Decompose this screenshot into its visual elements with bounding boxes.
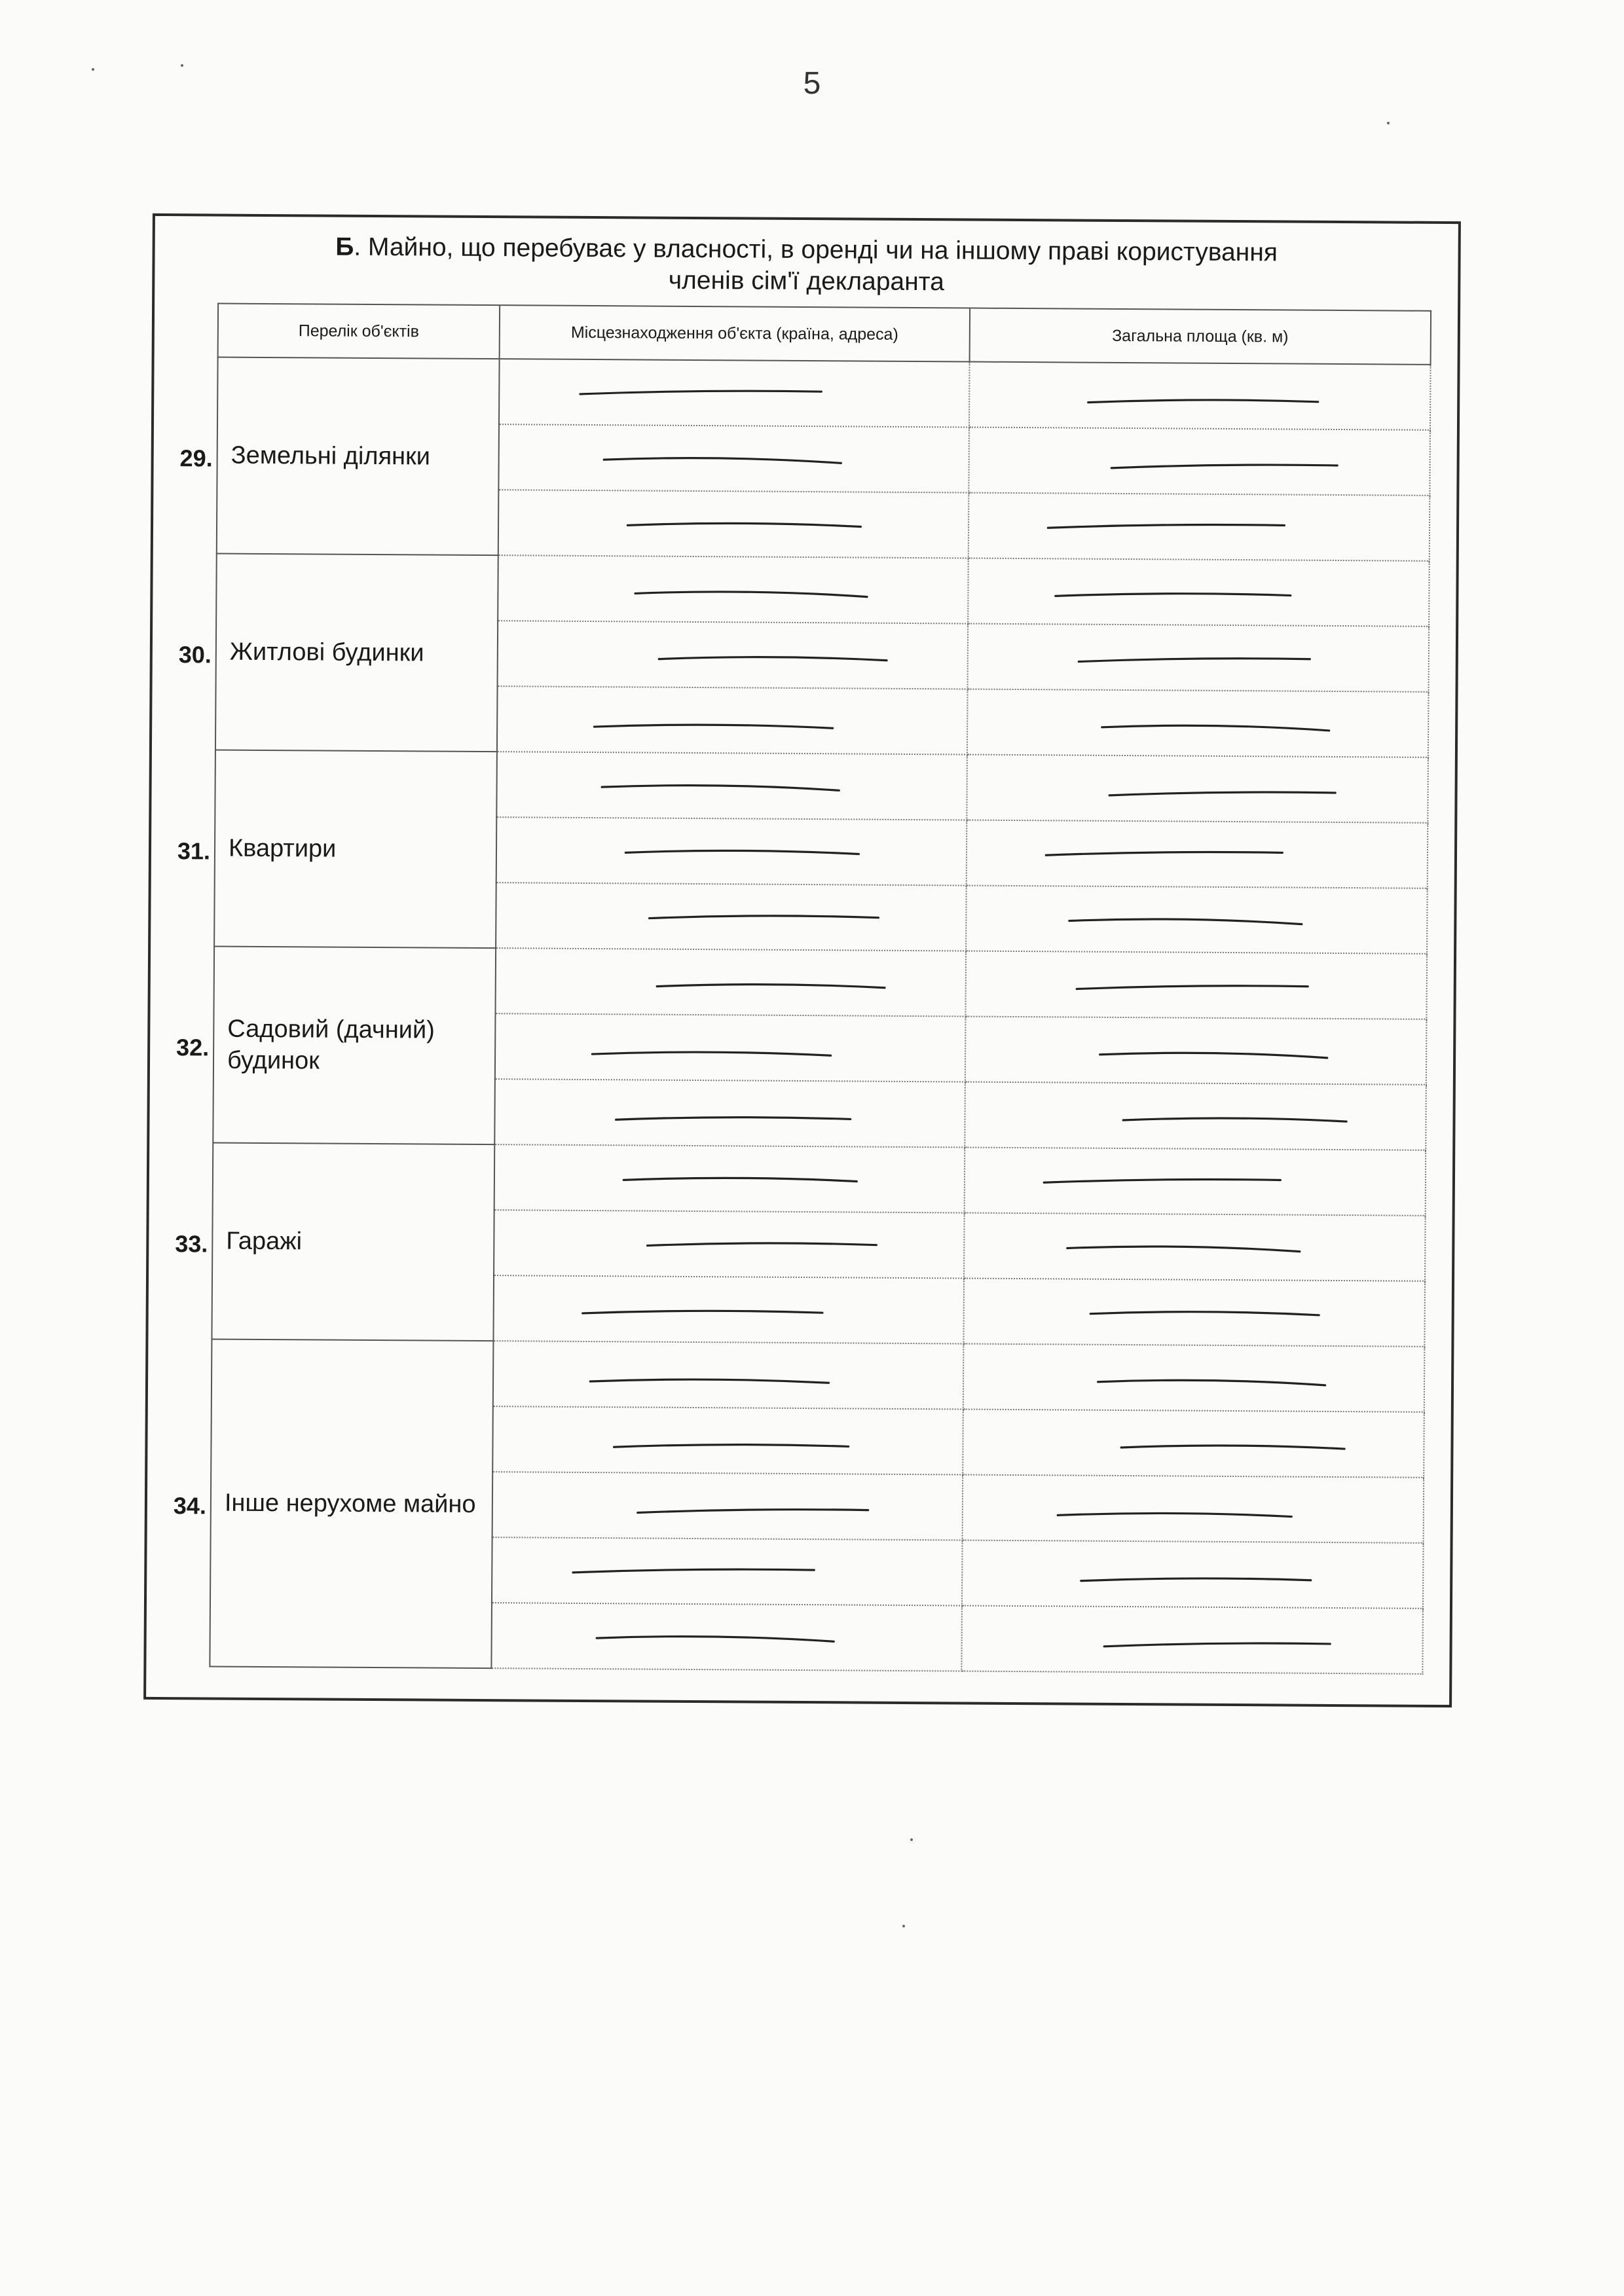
dash-stroke — [583, 1310, 822, 1315]
table-row — [213, 1143, 1426, 1216]
dash-stroke — [1090, 1311, 1319, 1315]
area-entry-cell — [967, 755, 1428, 823]
dash-stroke — [1109, 791, 1335, 797]
item-number: 31. — [177, 837, 211, 865]
item-label: Земельні ділянки — [231, 441, 431, 471]
item-label-cell — [212, 1143, 494, 1341]
area-entry-cell — [964, 1213, 1426, 1281]
item-number: 30. — [178, 641, 212, 668]
item-label: Гаражі — [226, 1227, 303, 1256]
area-entry-cell — [963, 1475, 1424, 1543]
dash-stroke — [602, 785, 839, 791]
dash-stroke — [1048, 524, 1284, 530]
scan-speck — [92, 68, 94, 71]
section-title — [155, 230, 1458, 301]
dash-stroke — [1044, 1178, 1280, 1184]
area-entry-cell — [963, 1410, 1424, 1478]
area-entry-cell — [961, 1606, 1423, 1674]
location-entry-cell — [496, 883, 967, 951]
table-row — [217, 357, 1431, 430]
location-entry-cell — [494, 1144, 965, 1212]
item-label-cell — [217, 357, 500, 556]
item-label-cell — [213, 947, 496, 1145]
dash-stroke — [627, 522, 860, 526]
dash-stroke — [625, 850, 858, 854]
area-entry-cell — [969, 362, 1431, 430]
item-label-cell — [215, 554, 498, 752]
dash-stroke — [1104, 1642, 1330, 1648]
location-entry-cell — [493, 1275, 964, 1343]
dash-stroke — [638, 1508, 868, 1514]
area-entry-cell — [969, 493, 1430, 561]
page-number: 5 — [803, 66, 821, 101]
item-label-cell — [214, 750, 497, 949]
area-entry-cell — [968, 624, 1430, 692]
location-entry-cell — [492, 1537, 963, 1605]
dash-stroke — [1088, 399, 1318, 404]
location-entry-cell — [496, 817, 967, 885]
area-entry-cell — [963, 1344, 1425, 1412]
area-entry-cell — [966, 886, 1428, 954]
dash-stroke — [573, 1568, 814, 1574]
scan-speck — [902, 1925, 905, 1927]
location-entry-cell — [498, 490, 969, 558]
dash-stroke — [597, 1636, 834, 1642]
dash-stroke — [657, 984, 885, 988]
location-entry-cell — [498, 555, 969, 623]
table-body — [210, 357, 1430, 1674]
table-row — [215, 750, 1428, 823]
dash-stroke — [1079, 657, 1310, 663]
location-entry-cell — [493, 1341, 964, 1409]
header-row — [218, 304, 1431, 365]
dash-stroke — [594, 724, 832, 728]
dash-stroke — [590, 1379, 828, 1383]
scan-speck — [1387, 122, 1390, 124]
header-objects: Перелік об'єктів — [218, 304, 500, 359]
location-entry-cell — [492, 1406, 963, 1474]
location-entry-cell — [498, 621, 969, 689]
location-entry-cell — [494, 1210, 965, 1278]
location-entry-cell — [492, 1472, 963, 1540]
area-entry-cell — [968, 558, 1430, 627]
dash-stroke — [650, 915, 879, 920]
location-entry-cell — [495, 1013, 966, 1082]
property-table — [209, 303, 1431, 1675]
dash-stroke — [1081, 1578, 1311, 1582]
dash-stroke — [580, 390, 821, 396]
table-row — [214, 947, 1428, 1019]
item-number: 32. — [176, 1034, 210, 1061]
dash-stroke — [1098, 1379, 1325, 1385]
dash-stroke — [623, 1177, 857, 1181]
section-letter: Б — [335, 232, 354, 261]
location-entry-cell — [495, 948, 966, 1016]
item-label: Квартири — [228, 834, 337, 863]
dash-stroke — [1056, 592, 1291, 597]
area-entry-cell — [967, 820, 1428, 888]
location-entry-cell — [491, 1603, 962, 1671]
area-entry-cell — [969, 428, 1430, 496]
dash-stroke — [616, 1116, 851, 1121]
dash-stroke — [635, 591, 867, 597]
area-entry-cell — [965, 1017, 1427, 1085]
header-area: Загальна площа (кв. м) — [970, 308, 1431, 365]
item-number: 29. — [179, 445, 213, 472]
location-entry-cell — [496, 752, 967, 820]
dash-stroke — [1111, 464, 1337, 469]
scan-speck — [181, 64, 183, 67]
scan-speck — [910, 1838, 913, 1841]
location-entry-cell — [497, 686, 968, 754]
area-entry-cell — [965, 1148, 1426, 1216]
form-frame — [143, 213, 1461, 1707]
location-entry-cell — [494, 1079, 965, 1147]
item-number: 33. — [175, 1230, 208, 1258]
dash-stroke — [1069, 919, 1302, 924]
location-entry-cell — [499, 359, 970, 427]
dash-stroke — [648, 1243, 877, 1247]
section-title-line1: . Майно, що перебуває у власності, в оренді чи на іншому праві користування — [354, 232, 1278, 267]
dash-stroke — [1121, 1445, 1344, 1449]
dash-stroke — [1123, 1118, 1346, 1121]
item-label: Житлові будинки — [229, 638, 424, 667]
dash-stroke — [592, 1051, 830, 1055]
dash-stroke — [1067, 1246, 1300, 1252]
dash-stroke — [1077, 985, 1308, 991]
section-title-line2: членів сім'ї декларанта — [668, 266, 944, 297]
header-location: Місцезнаходження об'єкта (країна, адреса) — [500, 305, 970, 361]
table-row — [212, 1339, 1425, 1412]
dash-stroke — [604, 458, 841, 464]
item-label: Інше нерухоме майно — [224, 1489, 476, 1518]
dash-stroke — [614, 1444, 849, 1448]
dash-stroke — [659, 657, 887, 661]
item-label: Садовий (дачний) будинок — [227, 1015, 435, 1075]
item-number: 34. — [173, 1492, 207, 1520]
area-entry-cell — [963, 1279, 1425, 1347]
dash-stroke — [1102, 725, 1329, 730]
dash-stroke — [1058, 1512, 1291, 1516]
dash-stroke — [1046, 851, 1282, 857]
item-label-cell — [210, 1339, 493, 1669]
location-entry-cell — [498, 424, 969, 492]
area-entry-cell — [962, 1540, 1424, 1609]
area-entry-cell — [965, 1082, 1426, 1150]
area-entry-cell — [967, 689, 1429, 757]
dash-stroke — [1100, 1052, 1327, 1057]
table-row — [216, 554, 1430, 627]
area-entry-cell — [965, 951, 1427, 1019]
